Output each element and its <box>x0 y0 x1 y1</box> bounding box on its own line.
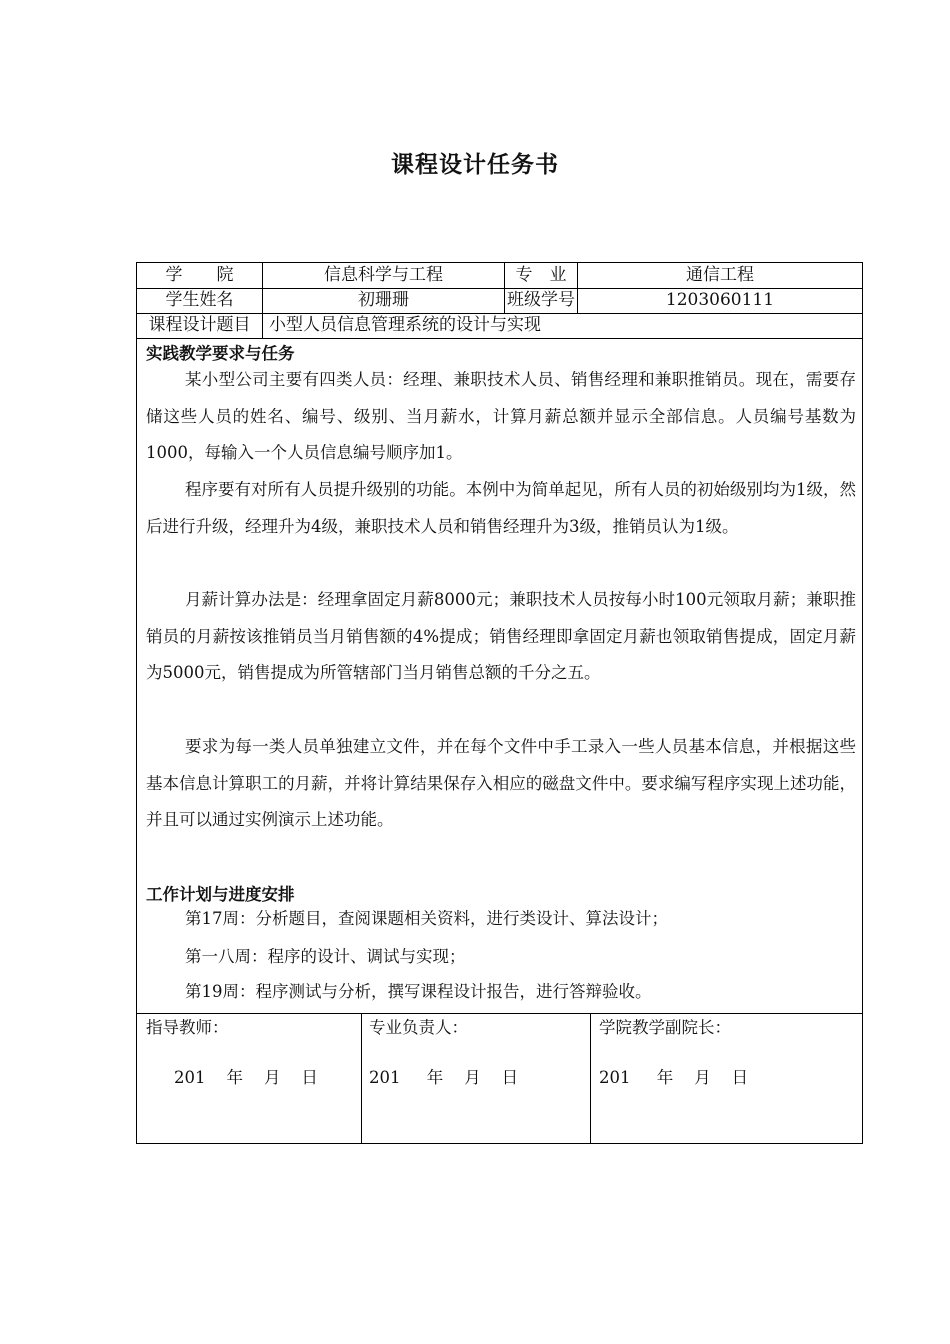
task-form-table <box>136 262 863 1144</box>
class-id-value: 1203060111 <box>665 290 775 310</box>
major-value: 通信工程 <box>686 265 754 285</box>
major-head-signature-date: 201 年 月 日 <box>369 1068 519 1087</box>
topic-label: 课程设计题目 <box>148 315 251 335</box>
col-divider <box>361 1013 362 1144</box>
col-divider <box>590 1013 591 1144</box>
plan-item: 第17周：分析题目，查阅课题相关资料，进行类设计、算法设计； <box>185 909 668 928</box>
topic-value: 小型人员信息管理系统的设计与实现 <box>269 315 541 335</box>
plan-item: 第19周：程序测试与分析，撰写课程设计报告，进行答辩验收。 <box>185 982 652 1001</box>
advisor-signature-date: 201 年 月 日 <box>174 1068 318 1087</box>
college-value: 信息科学与工程 <box>324 265 443 285</box>
requirements-paragraph: 程序要有对所有人员提升级别的功能。本例中为简单起见，所有人员的初始级别均为1级，然后进行升级，经理升为4级，兼职技术人员和销售经理升为3级，推销员认为1级。 <box>146 480 856 536</box>
advisor-signature-label: 指导教师： <box>146 1018 229 1037</box>
row-divider <box>137 338 862 339</box>
row-divider <box>137 1013 862 1014</box>
plan-item: 第一八周：程序的设计、调试与实现； <box>185 947 466 966</box>
college-label: 学 院 <box>165 265 234 285</box>
document-title: 课程设计任务书 <box>391 152 559 178</box>
major-head-signature-label: 专业负责人： <box>369 1018 468 1037</box>
requirements-paragraph: 某小型公司主要有四类人员：经理、兼职技术人员、销售经理和兼职推销员。现在，需要存储这些人员的姓名、编号、级别、当月薪水，计算月薪总额并显示全部信息。人员编号基数为1000，每输入一个人员信息编号顺序加1。 <box>146 370 856 462</box>
vice-dean-signature-label: 学院教学副院长： <box>599 1018 731 1037</box>
student-name-label: 学生姓名 <box>165 290 234 310</box>
plan-heading: 工作计划与进度安排 <box>146 885 295 904</box>
class-id-label: 班级学号 <box>507 290 575 310</box>
student-name-value: 初珊珊 <box>358 290 409 310</box>
major-label: 专 业 <box>515 265 567 285</box>
vice-dean-signature-date: 201 年 月 日 <box>599 1068 749 1087</box>
requirements-paragraph: 要求为每一类人员单独建立文件，并在每个文件中手工录入一些人员基本信息，并根据这些基本信息计算职工的月薪，并将计算结果保存入相应的磁盘文件中。要求编写程序实现上述功能，并且可以通过实例演示上述功能。 <box>146 737 856 829</box>
requirements-heading: 实践教学要求与任务 <box>146 344 295 363</box>
requirements-paragraph: 月薪计算办法是：经理拿固定月薪8000元；兼职技术人员按每小时100元领取月薪；兼职推销员的月薪按该推销员当月销售额的4%提成；销售经理即拿固定月薪也领取销售提成，固定月薪为5000元，销售提成为所管辖部门当月销售总额的千分之五。 <box>146 590 856 682</box>
